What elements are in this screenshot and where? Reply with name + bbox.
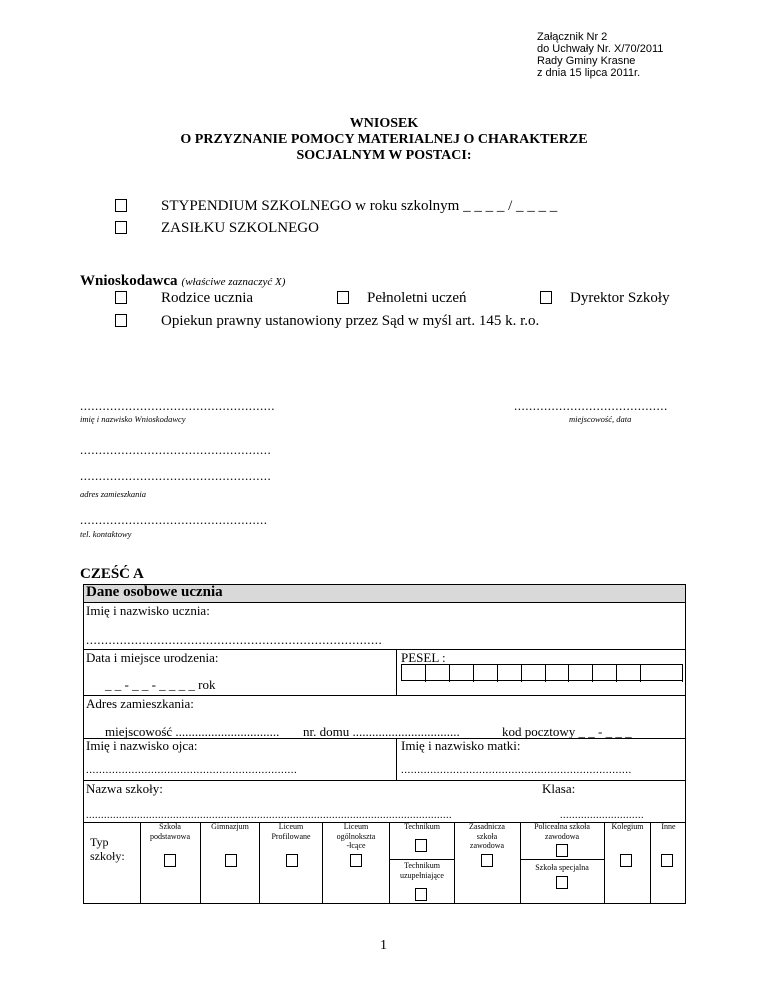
type-gimnazjum-checkbox[interactable] — [225, 854, 237, 867]
type-podstawowa-label: Szkoła podstawowa — [150, 822, 190, 841]
pesel-digit[interactable] — [426, 665, 450, 682]
adult-student-checkbox[interactable] — [337, 291, 349, 304]
stypendium-checkbox[interactable] — [115, 199, 127, 212]
applicant-label: Wnioskodawca — [80, 273, 178, 289]
type-specjalna-checkbox[interactable] — [556, 876, 568, 889]
pesel-digit[interactable] — [522, 665, 546, 682]
zasilek-label: ZASIŁKU SZKOLNEGO — [161, 220, 319, 236]
pesel-digit[interactable] — [617, 665, 641, 682]
school-name-field[interactable]: .......................................................................................................................... — [86, 810, 452, 821]
document-title — [0, 116, 768, 164]
pesel-digit[interactable] — [450, 665, 474, 682]
house-number-field[interactable]: nr. domu ................................. — [303, 724, 460, 739]
type-specjalna-label: Szkoła specjalna — [535, 863, 589, 872]
place-date-field[interactable]: ......................................... — [514, 398, 668, 413]
annex-line-1: Załącznik Nr 2 — [537, 31, 608, 43]
type-gimnazjum-label: Gimnazjum — [211, 822, 249, 831]
pesel-grid[interactable] — [401, 664, 683, 681]
pesel-digit[interactable] — [498, 665, 522, 682]
applicant-hint: (właściwe zaznaczyć X) — [181, 276, 286, 288]
class-field[interactable]: ............................ — [560, 810, 644, 821]
type-liceum-prof-label: Liceum Profilowane — [271, 822, 311, 841]
guardian-label: Opiekun prawny ustanowiony przez Sąd w myśl art. 145 k. r.o. — [161, 313, 540, 329]
address-label: Adres zamieszkania: — [86, 696, 194, 711]
type-podstawowa-checkbox[interactable] — [164, 854, 176, 867]
director-label: Dyrektor Szkoły — [570, 290, 670, 306]
address-field-2[interactable]: ................................................... — [80, 468, 272, 483]
annex-block — [537, 31, 663, 79]
annex-line-3: Rady Gminy Krasne — [537, 55, 636, 67]
applicant-name-caption: imię i nazwisko Wnioskodawcy — [80, 414, 186, 424]
type-technikum-uzup-label: Technikum uzupełniające — [400, 861, 444, 880]
pesel-digit[interactable] — [402, 665, 426, 682]
pesel-digit[interactable] — [569, 665, 593, 682]
postal-code-field[interactable]: kod pocztowy _ _ - _ _ _ — [502, 724, 632, 739]
address-field-1[interactable]: ................................................... — [80, 442, 272, 457]
stypendium-label: STYPENDIUM SZKOLNEGO w roku szkolnym _ _ _ _ / _ _ _ _ — [161, 198, 558, 214]
type-inne-checkbox[interactable] — [661, 854, 673, 867]
type-zasadnicza-label: Zasadnicza szkoła zawodowa — [469, 822, 505, 851]
type-inne-label: Inne — [661, 822, 676, 831]
type-policealna-label: Policealna szkoła zawodowa — [534, 822, 590, 841]
student-name-field[interactable]: ............................................................................... — [86, 632, 383, 647]
place-date-caption: miejscowość, data — [569, 414, 632, 424]
pesel-digit[interactable] — [641, 665, 683, 682]
section-title: Dane osobowe ucznia — [86, 584, 223, 600]
parents-checkbox[interactable] — [115, 291, 127, 304]
father-field[interactable]: ................................................................. — [86, 764, 298, 776]
type-policealna-checkbox[interactable] — [556, 844, 568, 857]
place-field[interactable]: miejscowość ................................ — [105, 724, 280, 739]
school-name-label: Nazwa szkoły: — [86, 781, 163, 796]
pesel-digit[interactable] — [546, 665, 570, 682]
type-technikum-checkbox[interactable] — [415, 839, 427, 852]
type-kolegium-label: Kolegium — [611, 822, 644, 831]
annex-line-4: z dnia 15 lipca 2011r. — [537, 67, 641, 79]
zasilek-checkbox[interactable] — [115, 221, 127, 234]
type-liceum-prof-checkbox[interactable] — [286, 854, 298, 867]
adult-student-label: Pełnoletni uczeń — [367, 290, 467, 306]
birth-date-field[interactable]: _ _ - _ _ - _ _ _ _ rok — [105, 677, 216, 692]
type-kolegium-checkbox[interactable] — [620, 854, 632, 867]
student-name-label: Imię i nazwisko ucznia: — [86, 603, 210, 618]
part-a-heading: CZEŚĆ A — [80, 566, 144, 582]
father-label: Imię i nazwisko ojca: — [86, 738, 198, 753]
title-line-1: WNIOSEK — [349, 116, 419, 131]
guardian-checkbox[interactable] — [115, 314, 127, 327]
type-zasadnicza-checkbox[interactable] — [481, 854, 493, 867]
annex-line-2: do Uchwały Nr. X/70/2011 — [537, 43, 664, 55]
mother-label: Imię i nazwisko matki: — [401, 738, 521, 753]
phone-field[interactable]: .................................................. — [80, 512, 268, 527]
pesel-digit[interactable] — [474, 665, 498, 682]
applicant-heading — [80, 272, 285, 290]
pesel-label: PESEL : — [401, 650, 446, 665]
type-technikum-uzup-checkbox[interactable] — [415, 888, 427, 901]
title-line-3: SOCJALNYM W POSTACI: — [296, 148, 472, 163]
school-type-label-1: Typ — [90, 835, 109, 849]
mother-field[interactable]: ....................................................................... — [401, 764, 632, 776]
applicant-name-field[interactable]: .................................................... — [80, 398, 275, 413]
school-type-label — [90, 835, 125, 863]
address-caption: adres zamieszkania — [80, 489, 147, 499]
parents-label: Rodzice ucznia — [161, 290, 254, 306]
title-line-2: O PRZYZNANIE POMOCY MATERIALNEJ O CHARAKTERZE — [180, 132, 588, 147]
director-checkbox[interactable] — [540, 291, 552, 304]
class-label: Klasa: — [542, 781, 576, 796]
type-technikum-label: Technikum — [404, 822, 440, 831]
type-liceum-og-checkbox[interactable] — [350, 854, 362, 867]
phone-caption: tel. kontaktowy — [80, 529, 132, 539]
birth-label: Data i miejsce urodzenia: — [86, 650, 219, 665]
type-liceum-og-label: Liceum ogólnokszta -łcące — [336, 822, 376, 851]
school-type-label-2: szkoły: — [90, 849, 125, 863]
pesel-digit[interactable] — [593, 665, 617, 682]
page-number: 1 — [380, 938, 387, 953]
